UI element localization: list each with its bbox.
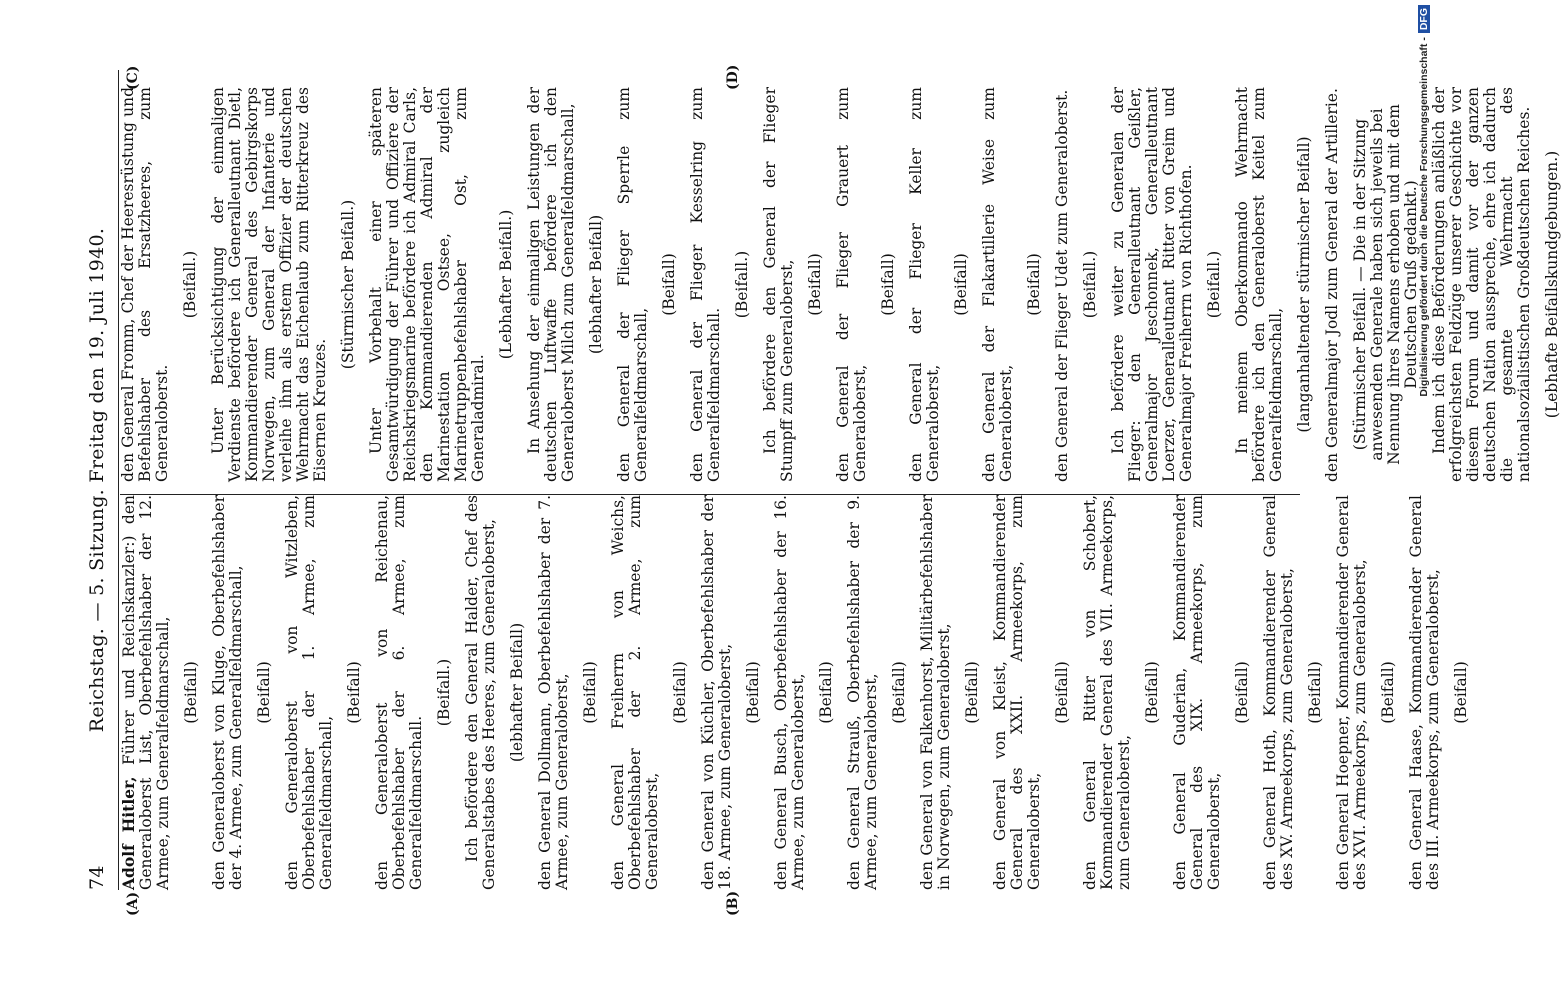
speech-paragraph: Unter Vorbehalt einer späteren Gesamtwürdigung der Führer und Offiziere der Reichskriegsmarine befördere ich Admiral Carls, den Kommandierenden Admiral der Marinestation Ostsee, zugleich Marinetruppenbefehlshaber Ost, zum Generaladmiral.: [367, 87, 487, 482]
applause-note: (Beifall): [581, 661, 599, 724]
page-header: [86, 70, 116, 890]
applause-note: (Lebhafte Beifallskundgebungen.): [1543, 150, 1561, 419]
applause-note: (Stürmischer Beifall. — Die in der Sitzung anwesenden Generale haben sich jeweils bei Nennung ihres Namens erhoben und mit dem Deutschen Gruß gedankt.): [1351, 104, 1420, 465]
applause-note: (langanhaltender stürmischer Beifall): [1295, 136, 1313, 433]
speech-paragraph: den General Dollmann, Oberbefehlshaber der 7. Armee, zum Generaloberst,: [536, 495, 571, 890]
speech-paragraph: Ich befördere den General der Flieger Stumpff zum Generaloberst,: [761, 87, 796, 482]
applause-note: (Beifall): [1143, 661, 1161, 724]
speech-paragraph: den General von Falkenhorst, Militärbefehlshaber in Norwegen, zum Generaloberst,: [918, 495, 953, 890]
applause-note: (Lebhafter Beifall.): [497, 209, 515, 360]
speech-paragraph: den General von Küchler, Oberbefehlshaber der 18. Armee, zum Generaloberst,: [699, 495, 734, 890]
applause-note: (Beifall.): [1205, 250, 1223, 319]
applause-note: (Beifall): [1452, 661, 1470, 724]
page-number: 74: [86, 865, 108, 890]
paragraph-text: Führer und Reichskanzler:) den Generaloberst List, Oberbefehlshaber der 12. Armee, zum Generalfeldmarschall,: [120, 495, 172, 890]
applause-note: (Beifall): [890, 661, 908, 724]
margin-mark-d: (D): [725, 64, 741, 90]
speech-paragraph: In meinem Oberkommando Wehrmacht befördere ich den Generaloberst Keitel zum Generalfeldmarschall,: [1233, 87, 1285, 482]
speech-paragraph: Unter Berücksichtigung der einmaligen Verdienste befördere ich Generalleutnant Dietl, Kommandierender General des Gebirgskorps Norwegen, zum General der Infanterie und verleihe ihm als erstem Offizier der deutschen Wehrmacht das Eichenlaub zum Ritterkreuz des Eisernen Kreuzes.: [209, 87, 329, 482]
dfg-logo: DFG: [1418, 5, 1430, 33]
speech-paragraph: den General der Flieger Kesselring zum Generalfeldmarschall.: [688, 87, 723, 482]
speech-paragraph: den Generaloberst von Reichenau, Oberbefehlshaber der 6. Armee, zum Generalfeldmarschall.: [373, 495, 425, 890]
applause-note: (lebhafter Beifall): [508, 622, 526, 763]
speech-paragraph: Ich befördere weiter zu Generalen der Flieger: den Generalleutnant Geißler, Generalmajor Jeschonnek, Generalleutnant Loerzer, Generalleutnant Ritter von Greim und Generalmajor Freiherrn von Richthofen.: [1109, 87, 1195, 482]
speech-paragraph: den Generaloberst von Kluge, Oberbefehlshaber der 4. Armee, zum Generalfeldmarschall,: [210, 495, 245, 890]
speech-paragraph: den General Freiherrn von Weichs, Oberbefehlshaber der 2. Armee, zum Generaloberst,: [609, 495, 661, 890]
applause-note: (Beifall): [1306, 661, 1324, 724]
speech-paragraph: den General der Flieger Udet zum Generaloberst.: [1053, 89, 1071, 482]
speech-paragraph: den General der Flieger Sperrle zum Generalfeldmarschall,: [615, 87, 650, 482]
applause-note: (Beifall): [671, 661, 689, 724]
speech-paragraph: den General der Flieger Grauert zum Generaloberst,: [834, 87, 869, 482]
speech-paragraph: den General der Flakartillerie Weise zum Generaloberst,: [980, 87, 1015, 482]
applause-note: (Beifall): [879, 253, 897, 316]
applause-note: (Beifall): [1053, 661, 1071, 724]
applause-note: (Beifall): [1025, 253, 1043, 316]
speech-paragraph: den General Guderian, Kommandierender General des XIX. Armeekorps, zum Generaloberst,: [1171, 495, 1223, 890]
sidebar-credit: [1418, 5, 1430, 995]
applause-note: (Beifall): [1233, 661, 1251, 724]
applause-note: (Beifall.): [733, 250, 751, 319]
applause-note: (lebhafter Beifall): [587, 214, 605, 355]
applause-note: (Beifall.): [1081, 250, 1099, 319]
applause-note: (Beifall): [255, 661, 273, 724]
speech-paragraph: den General von Kleist, Kommandierender General des XXII. Armeekorps, zum Generaloberst,: [991, 495, 1043, 890]
applause-note: (Stürmischer Beifall.): [339, 199, 357, 370]
speech-paragraph: [120, 495, 172, 890]
speech-paragraph: den Generaloberst von Witzleben, Oberbefehlshaber der 1. Armee, zum Generalfeldmarschall,: [283, 495, 335, 890]
speech-paragraph: den General der Flieger Keller zum Generaloberst,: [907, 87, 942, 482]
funding-note: [1418, 5, 1432, 995]
speech-paragraph: den General Ritter von Schobert, Kommandierender General des VII. Armeekorps, zum Generaloberst,: [1081, 495, 1133, 890]
speaker-name: Adolf Hitler,: [119, 776, 138, 890]
applause-note: (Beifall): [963, 661, 981, 724]
funding-text: Digitalisierung gefördert durch die Deutsche Forschungsgemeinschaft -: [1418, 37, 1430, 397]
applause-note: (Beifall): [660, 253, 678, 316]
speech-paragraph: den General Hoth, Kommandierender General des XV. Armeekorps, zum Generaloberst,: [1261, 495, 1296, 890]
applause-note: (Beifall): [182, 661, 200, 724]
speech-paragraph: den General Fromm, Chef der Heeresrüstung und Befehlshaber des Ersatzheeres, zum Generaloberst.: [119, 87, 171, 482]
margin-mark-b: (B): [725, 890, 741, 916]
margin-mark-c: (C): [125, 65, 141, 90]
applause-note: (Beifall): [952, 253, 970, 316]
left-column: [120, 495, 1481, 890]
applause-note: (Beifall): [744, 661, 762, 724]
speech-paragraph: den General Haase, Kommandierender General des III. Armeekorps, zum Generaloberst,: [1407, 495, 1442, 890]
applause-note: (Beifall): [345, 661, 363, 724]
applause-note: (Beifall): [1379, 661, 1397, 724]
speech-paragraph: In Ansehung der einmaligen Leistungen der deutschen Luftwaffe befördere ich den Generaloberst Milch zum Generalfeldmarschall,: [525, 87, 577, 482]
speech-paragraph: Indem ich diese Beförderungen anläßlich der erfolgreichsten Feldzüge unserer Geschichte vor diesem Forum und damit vor der ganzen deutschen Nation ausspreche, ehre ich dadurch die gesamte Wehrmacht des nationalsozialistischen Großdeutschen Reiches.: [1430, 87, 1533, 482]
speech-paragraph: den General Busch, Oberbefehlshaber der 16. Armee, zum Generaloberst,: [772, 495, 807, 890]
speech-paragraph: den General Hoepner, Kommandierender General des XVI. Armeekorps, zum Generaloberst,: [1334, 495, 1369, 890]
applause-note: (Beifall.): [181, 250, 199, 319]
running-title: Reichstag. — 5. Sitzung. Freitag den 19. Juli 1940.: [86, 227, 108, 733]
speech-paragraph: Ich befördere den General Halder, Chef des Generalstabes des Heeres, zum Generaloberst,: [463, 495, 498, 890]
applause-note: (Beifall): [817, 661, 835, 724]
speech-paragraph: den General Strauß, Oberbefehlshaber der 9. Armee, zum Generaloberst,: [845, 495, 880, 890]
applause-note: (Beifall): [806, 253, 824, 316]
applause-note: (Beifall.): [435, 658, 453, 727]
margin-mark-a: (A): [125, 891, 141, 916]
speech-paragraph: den Generalmajor Jodl zum General der Artillerie.: [1323, 88, 1341, 482]
